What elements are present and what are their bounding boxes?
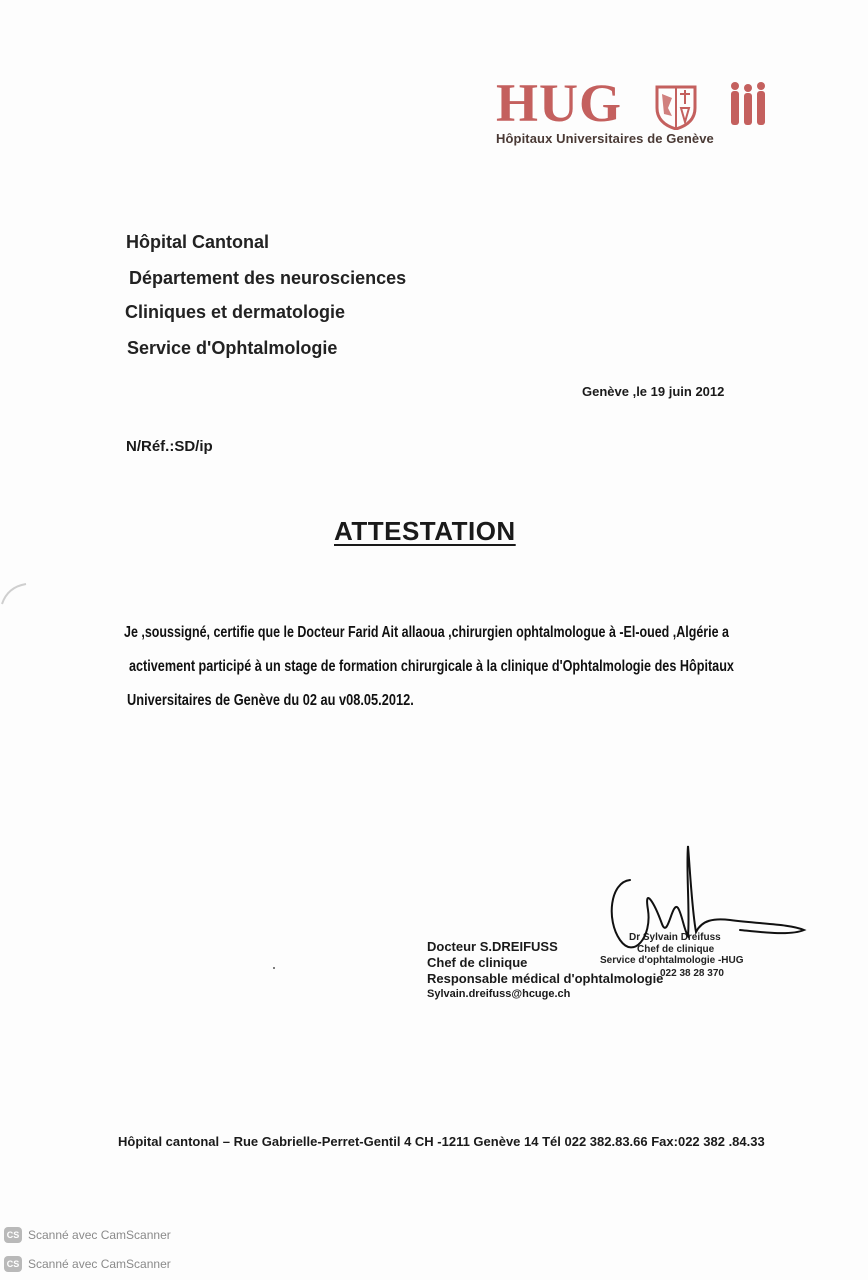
handwritten-signature [590, 840, 810, 980]
stamp-service: Service d'ophtalmologie -HUG [600, 955, 744, 966]
logo-wordmark: HUG [496, 73, 623, 133]
edge-mark [0, 578, 30, 608]
people-figures-icon [726, 80, 770, 128]
camscanner-watermark [4, 1256, 171, 1272]
camscanner-label: Scanné avec CamScanner [28, 1228, 171, 1242]
camscanner-logo-icon: CS [4, 1256, 22, 1272]
camscanner-watermark [4, 1227, 171, 1243]
footer-address: Hôpital cantonal – Rue Gabrielle-Perret-Gentil 4 CH -1211 Genève 14 Tél 022 382.83.66 Fax:022 382 .84.33 [118, 1134, 765, 1149]
document-title: ATTESTATION [334, 516, 516, 546]
stamp-role: Chef de clinique [637, 944, 715, 955]
dot-mark [273, 967, 275, 969]
signatory-responsibility: Responsable médical d'ophtalmologie [427, 971, 664, 986]
body-line-1: Je ,soussigné, certifie que le Docteur Farid Ait allaoua ,chirurgien ophtalmologue à -El-oued ,Algérie a [124, 624, 729, 641]
geneva-crest-icon [654, 84, 698, 130]
date-line: Genève ,le 19 juin 2012 [582, 384, 725, 399]
signatory-role: Chef de clinique [427, 955, 528, 970]
reference: N/Réf.:SD/ip [126, 438, 213, 455]
hug-logo [494, 73, 784, 152]
body-line-2: activement participé à un stage de formation chirurgicale à la clinique d'Ophtalmologie des Hôpitaux [129, 658, 734, 675]
signatory-name: Docteur S.DREIFUSS [427, 939, 558, 954]
body-line-3: Universitaires de Genève du 02 au v08.05.2012. [127, 692, 414, 709]
camscanner-label: Scanné avec CamScanner [28, 1257, 171, 1271]
stamp-name: Dr Sylvain Dreifuss [629, 932, 721, 943]
stamp-phone: 022 38 28 370 [660, 968, 724, 979]
camscanner-logo-icon: CS [4, 1227, 22, 1243]
header-department: Département des neurosciences [129, 268, 407, 288]
header-hospital: Hôpital Cantonal [126, 232, 269, 252]
signatory-email: Sylvain.dreifuss@hcuge.ch [427, 988, 571, 1000]
header-service: Service d'Ophtalmologie [127, 338, 338, 358]
logo-subtitle: Hôpitaux Universitaires de Genève [496, 131, 714, 146]
header-cliniques: Cliniques et dermatologie [125, 302, 346, 322]
